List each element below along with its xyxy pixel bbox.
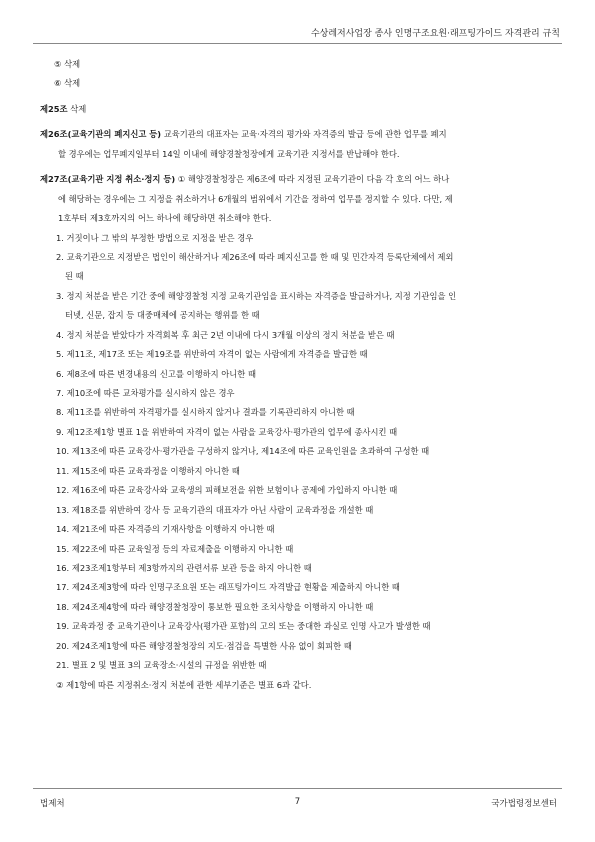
list-item: 13. 제18조를 위반하여 강사 등 교육기관의 대표자가 아닌 사람이 교육과정을 개설한 때 bbox=[56, 504, 374, 515]
article-26 bbox=[40, 128, 562, 140]
article-text: 삭제 bbox=[67, 103, 87, 114]
list-item: 2. 교육기관으로 지정받은 법인이 해산하거나 제26조에 따라 폐지신고를 한 때 및 민간자격 등록단체에서 제외 bbox=[56, 251, 454, 262]
list-item: 10. 제13조에 따른 교육강사·평가관을 구성하지 않거나, 제14조에 따른 교육인원을 초과하여 구성한 때 bbox=[56, 446, 430, 457]
list-item: 11. 제15조에 따른 교육과정을 이행하지 아니한 때 bbox=[56, 465, 240, 476]
list-item: 7. 제10조에 따른 교차평가를 실시하지 않은 경우 bbox=[56, 388, 235, 398]
list-item: 19. 교육과정 중 교육기관이나 교육강사(평가관 포함)의 고의 또는 중대한 과실로 인명 사고가 발생한 때 bbox=[56, 621, 431, 632]
article-heading: 제25조 bbox=[40, 103, 68, 114]
deleted-item: ⑤ 삭제 bbox=[54, 59, 81, 69]
list-item: 14. 제21조에 따른 자격증의 기재사항을 이행하지 아니한 때 bbox=[56, 524, 275, 535]
list-item: 5. 제11조, 제17조 또는 제19조를 위반하여 자격이 없는 사람에게 자격증을 발급한 때 bbox=[56, 349, 368, 360]
article-text: 교육기관의 대표자는 교육·자격의 평가와 자격증의 발급 등에 관한 업무를 폐지 bbox=[161, 129, 447, 140]
list-item: 16. 제23조제1항부터 제3항까지의 관련서류 보관 등을 하지 아니한 때 bbox=[56, 562, 312, 573]
list-item-cont: 터넷, 신문, 잡지 등 대중매체에 공지하는 행위를 한 때 bbox=[65, 310, 260, 321]
list-item: 6. 제8조에 따른 변경내용의 신고를 이행하지 아니한 때 bbox=[56, 368, 256, 379]
deleted-item: ⑥ 삭제 bbox=[54, 78, 81, 89]
list-item: 12. 제16조에 따른 교육강사와 교육생의 피해보전을 위한 보험이나 공제에 가입하지 아니한 때 bbox=[56, 485, 398, 496]
list-item: 1. 거짓이나 그 밖의 부정한 방법으로 지정을 받은 경우 bbox=[56, 232, 254, 243]
list-item: 21. 별표 2 및 별표 3의 교육장소·시설의 규정을 위반한 때 bbox=[56, 660, 267, 671]
article-text-cont: 할 경우에는 업무폐지일부터 14일 이내에 해양경찰청장에게 교육기관 지정서를 반납해야 한다. bbox=[58, 148, 400, 159]
list-item: 4. 정지 처분을 받았다가 자격회복 후 최근 2년 이내에 다시 3개월 이상의 정지 처분을 받은 때 bbox=[56, 329, 395, 340]
article-text: ① 해양경찰청장은 제6조에 따라 지정된 교육기관이 다음 각 호의 어느 하나 bbox=[175, 174, 450, 185]
list-item: 9. 제12조제1항 별표 1을 위반하여 자격이 없는 사람을 교육강사·평가관의 업무에 종사시킨 때 bbox=[56, 426, 398, 437]
footer-divider bbox=[33, 788, 562, 789]
footer-publisher: 국가법령정보센터 bbox=[491, 799, 557, 809]
list-item: 8. 제11조를 위반하여 자격평가를 실시하지 않거나 결과를 기록관리하지 아니한 때 bbox=[56, 407, 355, 418]
article-27 bbox=[40, 173, 562, 185]
article-text-cont: 에 해당하는 경우에는 그 지정을 취소하거나 6개월의 범위에서 기간을 정하여 업무를 정지할 수 있다. 다만, 제 bbox=[58, 193, 453, 204]
article-heading: 제26조(교육기관의 폐지신고 등) bbox=[40, 129, 162, 140]
header-divider bbox=[33, 43, 562, 44]
list-item: 20. 제24조제1항에 따른 해양경찰청장의 지도·점검을 특별한 사유 없이 회피한 때 bbox=[56, 640, 352, 651]
footer-source: 법제처 bbox=[40, 799, 65, 809]
list-item: 15. 제22조에 따른 교육일정 등의 자료제출을 이행하지 아니한 때 bbox=[56, 543, 294, 554]
paragraph-2: ② 제1항에 따른 지정취소·정지 처분에 관한 세부기준은 별표 6과 같다. bbox=[56, 679, 312, 690]
article-heading: 제27조(교육기관 지정 취소·정지 등) bbox=[40, 174, 176, 185]
list-item-cont: 된 때 bbox=[65, 271, 84, 282]
list-item: 3. 정지 처분을 받은 기간 중에 해양경찰청 지정 교육기관임을 표시하는 자격증을 발급하거나, 지정 기관임을 인 bbox=[56, 290, 457, 301]
document-header: 수상레저사업장 종사 인명구조요원·래프팅가이드 자격관리 규칙 bbox=[310, 29, 560, 39]
page-number: 7 bbox=[294, 797, 301, 807]
article-text-cont: 1호부터 제3호까지의 어느 하나에 해당하면 취소해야 한다. bbox=[58, 213, 272, 224]
list-item: 18. 제24조제4항에 따라 해양경찰청장이 통보한 필요한 조치사항을 이행하지 아니한 때 bbox=[56, 601, 374, 612]
list-item: 17. 제24조제3항에 따라 인명구조요원 또는 래프팅가이드 자격발급 현황을 제출하지 아니한 때 bbox=[56, 582, 400, 593]
document-body bbox=[40, 58, 562, 691]
article-25 bbox=[40, 103, 562, 115]
